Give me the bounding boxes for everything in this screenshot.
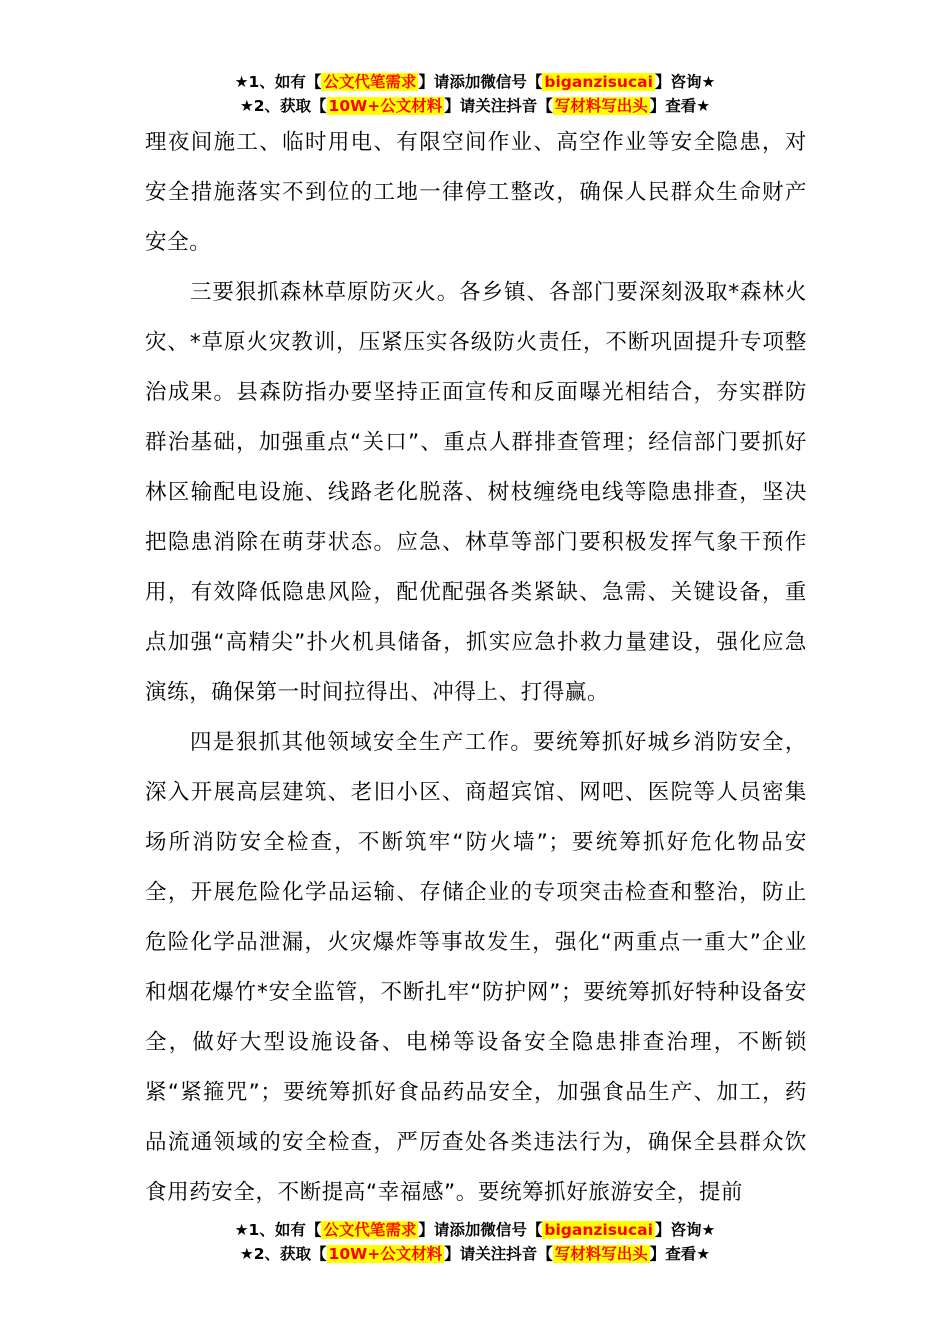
highlight-wechat-id: biganzisucai <box>544 1221 653 1239</box>
footer-notice <box>0 1218 950 1266</box>
notice-line-2: ★2、获取【 10W+公文材料 】请关注抖音【 写材料写出头 】查看★ <box>239 97 711 115</box>
highlight-douyin-account: 写材料写出头 <box>554 97 648 115</box>
highlight-service: 公文代笔需求 <box>323 1221 417 1239</box>
notice-line-1: ★1、如有【 公文代笔需求 】请添加微信号【 biganzisucai 】咨询★ <box>234 73 716 91</box>
paragraph-forest-fire: 三要狠抓森林草原防灭火。各乡镇、各部门要深刻汲取*森林火灾、*草原火灾教训，压紧压实各级防火责任，不断巩固提升专项整治成果。县森防指办要坚持正面宣传和反面曝光相结合，夯实群防群治基础，加强重点“关口”、重点人群排查管理；经信部门要抓好林区输配电设施、线路老化脱落、树枝缠绕电线等隐患排查，坚决把隐患消除在萌芽状态。应急、林草等部门要积极发挥气象干预作用，有效降低隐患风险，配优配强各类紧缺、急需、关键设备，重点加强“高精尖”扑火机具储备，抓实应急扑救力量建设，强化应急演练，确保第一时间拉得出、冲得上、打得赢。 <box>145 280 807 705</box>
highlight-materials: 10W+公文材料 <box>328 97 443 115</box>
notice-line-2: ★2、获取【 10W+公文材料 】请关注抖音【 写材料写出头 】查看★ <box>239 1245 711 1263</box>
header-notice <box>0 70 950 118</box>
highlight-service: 公文代笔需求 <box>323 73 417 91</box>
paragraph-continuation: 理夜间施工、临时用电、有限空间作业、高空作业等安全隐患，对安全措施落实不到位的工地一律停工整改，确保人民群众生命财产安全。 <box>145 130 807 255</box>
highlight-douyin-account: 写材料写出头 <box>554 1245 648 1263</box>
highlight-materials: 10W+公文材料 <box>328 1245 443 1263</box>
notice-line-1: ★1、如有【 公文代笔需求 】请添加微信号【 biganzisucai 】咨询★ <box>234 1221 716 1239</box>
paragraph-other-safety: 四是狠抓其他领域安全生产工作。要统筹抓好城乡消防安全，深入开展高层建筑、老旧小区、商超宾馆、网吧、医院等人员密集场所消防安全检查，不断筑牢“防火墙”；要统筹抓好危化物品安全，开展危险化学品运输、存储企业的专项突击检查和整治，防止危险化学品泄漏，火灾爆炸等事故发生，强化“两重点一重大”企业和烟花爆竹*安全监管，不断扎牢“防护网”；要统筹抓好特种设备安全，做好大型设施设备、电梯等设备安全隐患排查治理，不断锁紧“紧箍咒”；要统筹抓好食品药品安全，加强食品生产、加工，药品流通领域的安全检查，严厉查处各类违法行为，确保全县群众饮食用药安全，不断提高“幸福感”。要统筹抓好旅游安全，提前 <box>145 730 807 1205</box>
highlight-wechat-id: biganzisucai <box>544 73 653 91</box>
document-body <box>145 118 807 1218</box>
